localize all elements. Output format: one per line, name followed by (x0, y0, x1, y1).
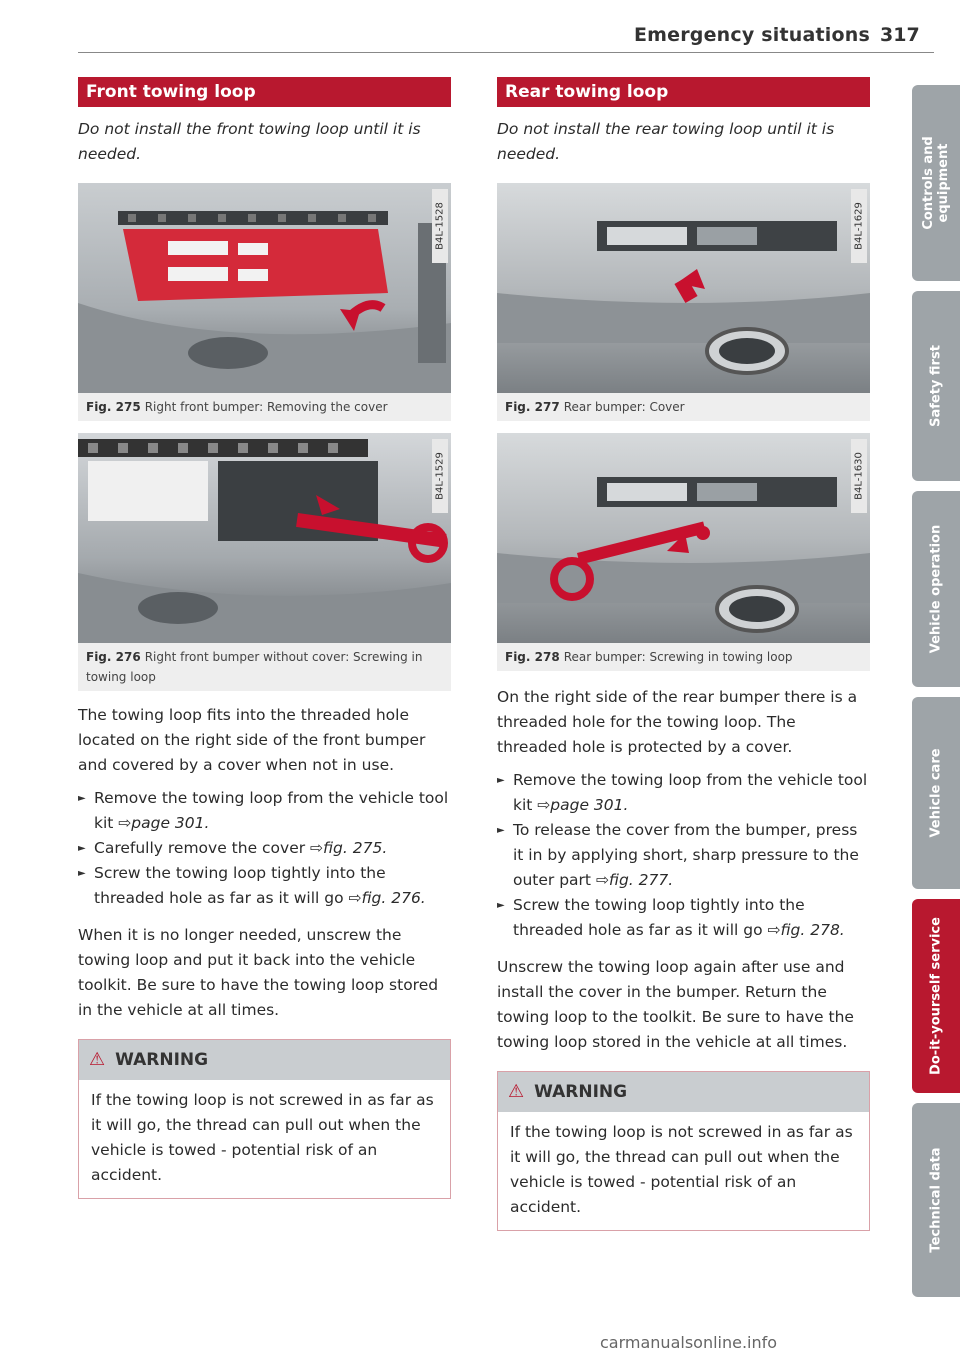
warning-box (497, 1071, 870, 1231)
figure-code-278: B4L-1630 (851, 439, 867, 513)
tab-technical-data[interactable]: Technical data (912, 1103, 960, 1297)
tab-controls-and-equipment[interactable]: Controls and equipment (912, 85, 960, 281)
figure-label: Fig. 275 (86, 400, 141, 414)
warning-triangle-icon: ⚠ (89, 1049, 106, 1070)
cross-reference-link[interactable]: ⇨fig. 277. (595, 871, 674, 889)
front-towing-loop-illustration (78, 433, 451, 643)
figure-276-image (78, 433, 451, 643)
tab-vehicle-care[interactable]: Vehicle care (912, 697, 960, 889)
paragraph: The towing loop fits into the threaded hole located on the right side of the front bumper and covered by a cover when not in use. (78, 706, 426, 774)
list-item: ► Screw the towing loop tightly into the threaded hole as far as it will go ⇨fig. 276. (78, 861, 451, 911)
watermark: carmanualsonline.info (600, 1333, 778, 1352)
paragraph: On the right side of the rear bumper there is a threaded hole for the towing loop. The threaded hole is protected by a cover. (497, 688, 858, 756)
warning-box (78, 1039, 451, 1199)
figure-277-image (497, 183, 870, 393)
section-title-front-towing-loop: Front towing loop (78, 77, 451, 107)
left-column (78, 77, 451, 1199)
figure-275-caption: Fig. 275 Right front bumper: Removing the cover (78, 393, 451, 421)
right-column (497, 77, 870, 1231)
list-item: ► Remove the towing loop from the vehicle tool kit ⇨page 301. (78, 786, 451, 836)
header-divider (78, 52, 934, 53)
cross-reference-link[interactable]: ⇨page 301. (537, 796, 629, 814)
figure-code-276: B4L-1529 (432, 439, 448, 513)
paragraph: When it is no longer needed, unscrew the towing loop and put it back into the vehicle toolkit. Be sure to have the towing loop stored in the vehicle at all times. (78, 926, 439, 1019)
rear-bumper-cover-illustration (497, 183, 870, 393)
list-item: ► Carefully remove the cover ⇨fig. 275. (78, 836, 451, 861)
intro-text: Do not install the front towing loop until it is needed. (78, 120, 421, 163)
figure-code-275: B4L-1528 (432, 189, 448, 263)
intro-text: Do not install the rear towing loop until it is needed. (497, 120, 835, 163)
list-item: ► Remove the towing loop from the vehicle tool kit ⇨page 301. (497, 768, 870, 818)
rear-towing-loop-illustration (497, 433, 870, 643)
warning-header: ⚠ WARNING (498, 1072, 869, 1112)
paragraph: Unscrew the towing loop again after use and install the cover in the bumper. Return the towing loop to the toolkit. Be sure to have the towing loop stored in the vehicle at all times. (497, 958, 854, 1051)
instruction-list (78, 786, 451, 911)
figure-277-caption: Fig. 277 Rear bumper: Cover (497, 393, 870, 421)
list-item: ► To release the cover from the bumper, press it in by applying short, sharp pressure to the outer part ⇨fig. 277. (497, 818, 870, 893)
tab-vehicle-operation[interactable]: Vehicle operation (912, 491, 960, 687)
figure-275-image (78, 183, 451, 393)
running-header-title: Emergency situations (633, 24, 870, 46)
instruction-list (497, 768, 870, 943)
figure-278-image (497, 433, 870, 643)
cross-reference-link[interactable]: ⇨fig. 275. (310, 839, 388, 857)
list-item: ► Screw the towing loop tightly into the threaded hole as far as it will go ⇨fig. 278. (497, 893, 870, 943)
figure-label: Fig. 278 (505, 650, 560, 664)
warning-text: If the towing loop is not screwed in as far as it will go, the thread can pull out when the vehicle is towed - potential risk of an accident. (510, 1123, 853, 1216)
cross-reference-link[interactable]: ⇨fig. 278. (767, 921, 845, 939)
figure-278-caption: Fig. 278 Rear bumper: Screwing in towing loop (497, 643, 870, 671)
figure-276-caption: Fig. 276 Right front bumper without cover: Screwing in towing loop (78, 643, 451, 691)
figure-label: Fig. 277 (505, 400, 560, 414)
cross-reference-link[interactable]: ⇨page 301. (118, 814, 210, 832)
page-number: 317 (880, 24, 920, 46)
cross-reference-link[interactable]: ⇨fig. 276. (348, 889, 426, 907)
figure-code-277: B4L-1629 (851, 189, 867, 263)
front-bumper-cover-illustration (78, 183, 451, 393)
figure-label: Fig. 276 (86, 650, 141, 664)
tab-safety-first[interactable]: Safety first (912, 291, 960, 481)
warning-text: If the towing loop is not screwed in as far as it will go, the thread can pull out when the vehicle is towed - potential risk of an accident. (91, 1091, 434, 1184)
section-title-rear-towing-loop: Rear towing loop (497, 77, 870, 107)
warning-header: ⚠ WARNING (79, 1040, 450, 1080)
tab-do-it-yourself-service[interactable]: Do-it-yourself service (912, 899, 960, 1093)
warning-triangle-icon: ⚠ (508, 1081, 525, 1102)
